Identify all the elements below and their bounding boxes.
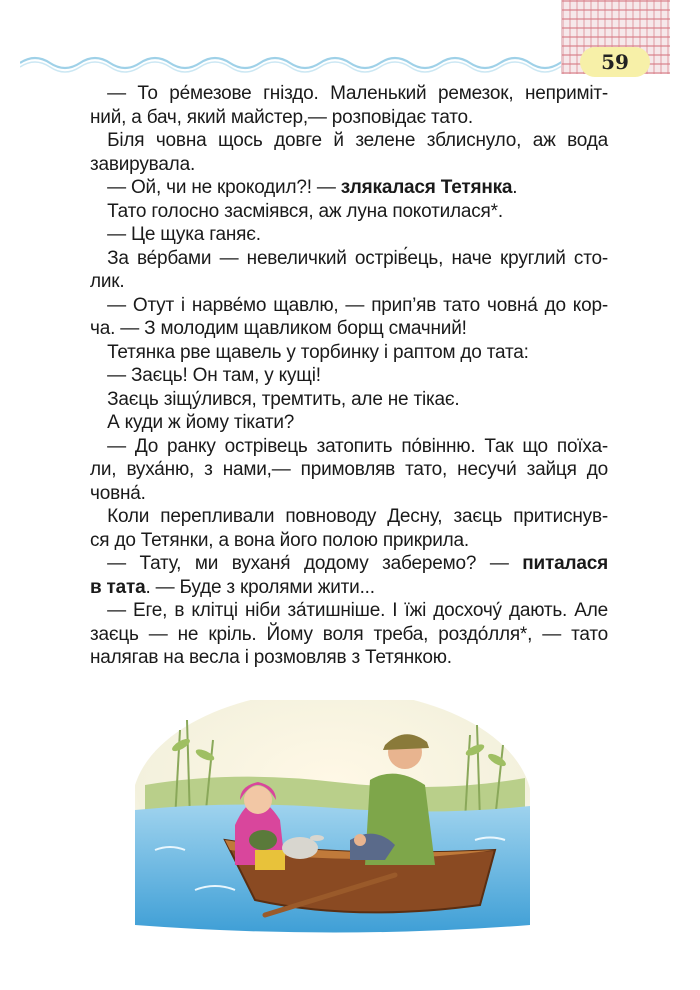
boat-illustration (135, 700, 530, 935)
text-line: — То ре́мезове гніздо. Маленький ремезок, неприміт- (107, 83, 608, 104)
text-line: — Тату, ми вуханя́ додому заберемо? — питалася (107, 553, 608, 574)
text-line: — Це щука ганяє. (107, 224, 261, 245)
text-line: човна́. (90, 482, 146, 504)
text-line: — До ранку острівець затопить по́вінню. Так що поїха- (107, 435, 608, 457)
text-line: Біля човна щось довге й зелене зблиснуло, аж вода (107, 130, 608, 151)
text-line: в тата. — Буде з кролями жити... (90, 576, 375, 598)
text-line: За ве́рбами — невеличкий острів́ець, наче круглий сто- (107, 247, 608, 269)
text-line: налягав на весла і розмовляв з Тетянкою. (90, 647, 452, 668)
text-line: — Отут і нарве́мо щавлю, — прип’яв тато човна́ до кор- (107, 294, 608, 316)
text-line: Тетянка рве щавель у торбинку і раптом до тата: (107, 341, 529, 363)
text-line: ний, а бач, який майстер,— розповідає тато. (90, 106, 474, 128)
wave-divider (20, 52, 620, 74)
text-line: — Еге, в клітці ніби за́тишніше. І їжі досхочу́ дають. Але (107, 600, 608, 621)
text-line: — Ой, чи не крокодил?! — злякалася Тетянка. (107, 177, 518, 198)
text-line: ли, вуха́ню, з нами,— примовляв тато, несучи́ зайця до (90, 459, 608, 480)
text-line: Коли перепливали повноводу Десну, заєць притиснув- (107, 506, 608, 527)
text-line: ся до Тетянки, а вона його полою прикрила. (90, 529, 469, 551)
page-number: 59 (580, 47, 650, 77)
text-line: завирувала. (90, 153, 196, 175)
text-line: заєць — не кріль. Йому воля треба, роздо́лля*, — тато (90, 623, 608, 645)
text-line: ча. — З молодим щавликом борщ смачний! (90, 318, 467, 339)
text-line: Тато голосно засміявся, аж луна покотилася*. (107, 200, 503, 222)
text-line: — Заєць! Он там, у кущі! (107, 365, 321, 386)
text-line: лик. (90, 271, 125, 292)
story-text (90, 82, 608, 670)
text-line: Заєць зіщу́лився, тремтить, але не тікає. (107, 388, 460, 410)
text-line: А куди ж йому тікати? (107, 412, 295, 433)
page-header (0, 0, 700, 90)
